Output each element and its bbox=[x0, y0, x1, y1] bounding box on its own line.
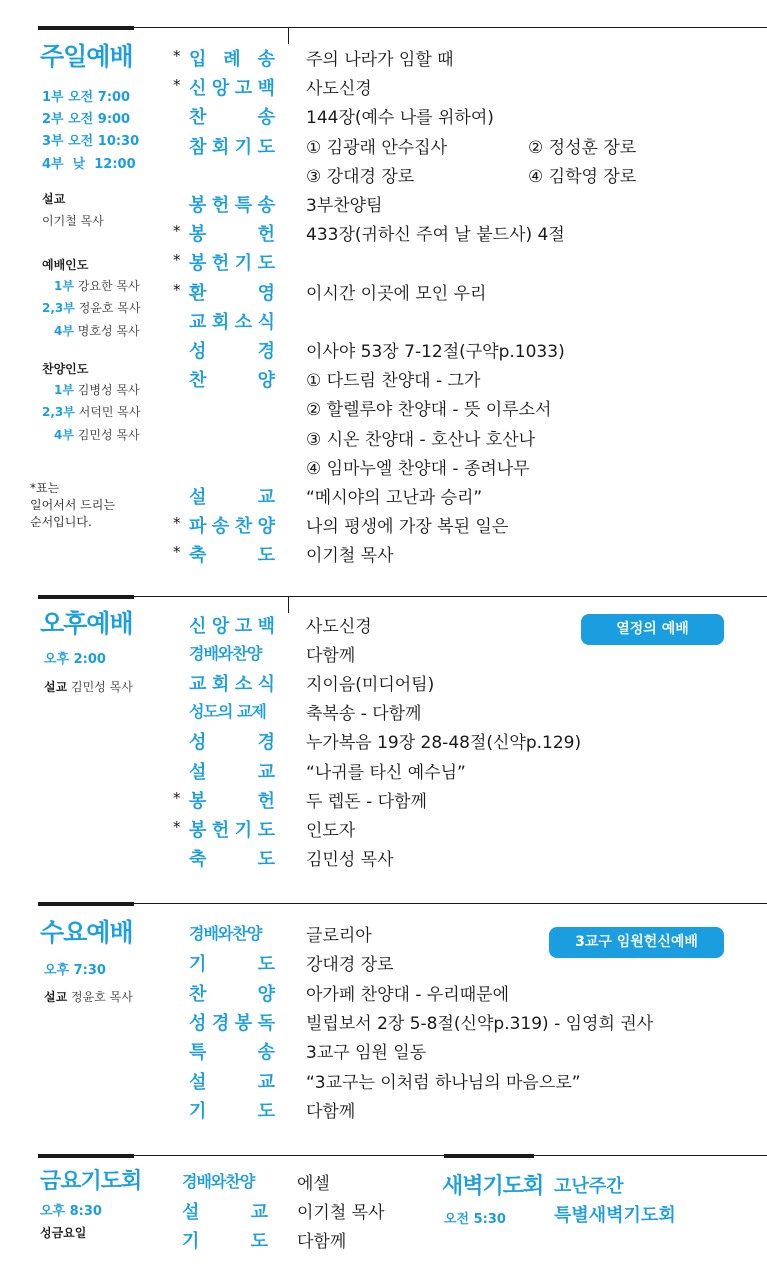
service-row bbox=[170, 483, 760, 512]
service-row bbox=[170, 787, 760, 816]
service-time: 오후 7:30 bbox=[44, 963, 106, 978]
section-title: 수요예배 bbox=[40, 918, 133, 947]
row-value: 3부찬양팀 bbox=[306, 196, 383, 216]
section-rule-thin bbox=[134, 596, 767, 597]
row-label: 축 도 bbox=[189, 545, 275, 567]
row-label: 봉 헌 기 도 bbox=[189, 253, 275, 275]
standing-note: *표는 일어서서 드리는 순서입니다. bbox=[30, 481, 115, 529]
row-value: 이기철 목사 bbox=[297, 1203, 385, 1223]
standing-marker: * bbox=[173, 817, 181, 836]
row-value: 에셀 bbox=[297, 1174, 330, 1194]
row-label: 기 도 bbox=[189, 1100, 275, 1122]
row-value: ③ 강대경 장로 bbox=[306, 166, 415, 187]
row-label: 봉 헌 bbox=[189, 790, 275, 812]
row-value: ① 김광래 안수집사 bbox=[306, 137, 448, 158]
praise-leader: 2,3부 서덕민 목사 bbox=[42, 405, 141, 419]
service-row bbox=[170, 133, 760, 162]
row-value: 3교구 임원 일동 bbox=[306, 1043, 427, 1064]
row-label: 기 도 bbox=[182, 1231, 268, 1252]
row-value-second: ② 정성훈 장로 bbox=[528, 137, 637, 158]
row-label: 설 교 bbox=[182, 1202, 268, 1223]
praise-leader-label: 찬양인도 bbox=[42, 362, 89, 376]
row-value: 433장(귀하신 주여 날 붙드사) 4절 bbox=[306, 225, 565, 246]
praise-leader: 4부 김민성 목사 bbox=[54, 428, 140, 442]
row-value: 나의 평생에 가장 복된 일은 bbox=[306, 517, 509, 538]
section-rule-thin bbox=[134, 27, 767, 28]
section-rule-thin bbox=[134, 903, 767, 904]
service-row bbox=[170, 670, 760, 699]
row-value: 이기철 목사 bbox=[306, 546, 394, 567]
service-row bbox=[170, 454, 760, 483]
row-value: ② 할렐루야 찬양대 - 뜻 이루소서 bbox=[306, 400, 552, 421]
service-row bbox=[170, 641, 760, 670]
row-label: 성 경 bbox=[189, 732, 275, 754]
service-time: 오후 8:30 bbox=[40, 1204, 102, 1219]
section-rule-thick bbox=[38, 26, 134, 30]
row-value: “3교구는 이처럼 하나님의 마음으로” bbox=[306, 1072, 581, 1093]
service-row bbox=[170, 950, 760, 979]
row-value: 이사야 53장 7-12절(구약p.1033) bbox=[306, 342, 565, 362]
dawn-time: 오전 5:30 bbox=[444, 1212, 506, 1227]
row-label: 경배와찬양 bbox=[189, 644, 262, 664]
service-row bbox=[170, 1068, 760, 1097]
row-value: 사도신경 bbox=[306, 79, 372, 100]
section-rule-thick bbox=[38, 902, 134, 906]
row-label: 참 회 기 도 bbox=[189, 136, 275, 158]
row-label: 설 교 bbox=[189, 761, 275, 783]
service-row bbox=[170, 512, 760, 541]
service-row bbox=[170, 366, 760, 395]
row-value: 김민성 목사 bbox=[306, 849, 394, 870]
service-row bbox=[170, 279, 760, 308]
standing-marker: * bbox=[173, 280, 181, 299]
sermon-label: 설교 bbox=[42, 192, 66, 206]
worship-leader: 1부 강요한 목사 bbox=[54, 279, 140, 293]
service-row bbox=[170, 425, 760, 454]
service-row bbox=[170, 1009, 760, 1038]
standing-marker: * bbox=[173, 222, 181, 241]
row-label: 성도의 교제 bbox=[189, 702, 266, 722]
row-value: 빌립보서 2장 5-8절(신약p.319) - 임영희 권사 bbox=[306, 1013, 654, 1034]
row-label: 경배와찬양 bbox=[189, 924, 262, 943]
row-value: “나귀를 타신 예수님” bbox=[306, 762, 466, 783]
service-row bbox=[170, 1038, 760, 1067]
service-time: 3부 오전 10:30 bbox=[42, 134, 140, 149]
service-row bbox=[170, 845, 760, 874]
row-label: 성 경 bbox=[189, 341, 275, 362]
row-label: 봉 헌 bbox=[189, 224, 275, 246]
row-label: 성 경 봉 독 bbox=[189, 1012, 275, 1034]
row-value: 강대경 장로 bbox=[306, 955, 394, 976]
row-value: 축복송 - 다함께 bbox=[306, 704, 422, 725]
row-label: 경배와찬양 bbox=[182, 1172, 255, 1191]
service-row bbox=[170, 921, 760, 950]
section-title: 오후예배 bbox=[40, 609, 133, 638]
service-row bbox=[170, 45, 760, 74]
service-note: 성금요일 bbox=[40, 1226, 87, 1240]
standing-marker: * bbox=[173, 788, 181, 807]
service-row bbox=[170, 249, 760, 278]
row-label: 찬 양 bbox=[189, 370, 275, 392]
row-value: 다함께 bbox=[306, 646, 356, 667]
service-row bbox=[170, 74, 760, 103]
row-value: 인도자 bbox=[306, 820, 356, 841]
row-value: 이시간 이곳에 모인 우리 bbox=[306, 283, 487, 304]
service-row bbox=[170, 162, 760, 191]
section-rule-thick bbox=[38, 595, 134, 599]
row-value: 다함께 bbox=[297, 1232, 347, 1252]
row-value: 두 렙돈 - 다함께 bbox=[306, 791, 427, 812]
dawn-title: 새벽기도회 bbox=[442, 1174, 544, 1199]
row-label: 축 도 bbox=[189, 848, 275, 870]
row-label: 신 앙 고 백 bbox=[189, 78, 275, 100]
standing-marker: * bbox=[173, 543, 181, 562]
dawn-line2: 특별새벽기도회 bbox=[554, 1205, 676, 1226]
row-label: 특 송 bbox=[189, 1042, 275, 1064]
row-value: 아가페 찬양대 - 우리때문에 bbox=[306, 984, 509, 1005]
row-label: 환 영 bbox=[189, 282, 275, 304]
row-value: ③ 시온 찬양대 - 호산나 호산나 bbox=[306, 429, 536, 450]
service-time: 4부 낮 12:00 bbox=[42, 157, 136, 172]
service-time: 오후 2:00 bbox=[44, 652, 106, 667]
sermon-info: 설교 정윤호 목사 bbox=[44, 990, 133, 1004]
section-title: 주일예배 bbox=[40, 42, 133, 71]
service-row bbox=[170, 541, 760, 570]
row-value: 144장(예수 나를 위하여) bbox=[306, 108, 494, 129]
section-rule-thick bbox=[38, 1154, 134, 1158]
row-label: 찬 송 bbox=[189, 107, 275, 129]
row-value: ① 다드림 찬양대 - 그가 bbox=[306, 371, 481, 392]
sermon-pastor: 이기철 목사 bbox=[42, 214, 104, 228]
row-label: 교 회 소 식 bbox=[189, 311, 275, 333]
service-row bbox=[170, 395, 760, 424]
worship-leader: 4부 명호성 목사 bbox=[54, 324, 140, 338]
row-label: 교 회 소 식 bbox=[189, 674, 275, 696]
row-value: 주의 나라가 임할 때 bbox=[306, 50, 454, 70]
service-row bbox=[170, 1097, 760, 1126]
row-label: 봉 헌 특 송 bbox=[189, 195, 275, 216]
row-label: 신 앙 고 백 bbox=[189, 616, 275, 637]
standing-marker: * bbox=[173, 514, 181, 533]
row-value: ④ 임마누엘 찬양대 - 종려나무 bbox=[306, 458, 530, 479]
service-row bbox=[170, 758, 760, 787]
row-value-second: ④ 김학영 장로 bbox=[528, 166, 637, 187]
row-label: 봉 헌 기 도 bbox=[189, 819, 275, 841]
row-label: 입 례 송 bbox=[189, 49, 275, 70]
standing-marker: * bbox=[173, 47, 181, 65]
service-row bbox=[170, 699, 760, 728]
row-value: 누가복음 19장 28-48절(신약p.129) bbox=[306, 733, 582, 754]
service-row bbox=[170, 103, 760, 132]
theme-badge: 3교구 임원헌신예배 bbox=[549, 927, 724, 958]
dawn-line1: 고난주간 bbox=[554, 1176, 624, 1197]
sermon-info: 설교 김민성 목사 bbox=[44, 680, 133, 694]
worship-leader-label: 예배인도 bbox=[42, 258, 89, 272]
section-tick bbox=[288, 597, 289, 613]
section-rule-thick bbox=[444, 1154, 534, 1158]
worship-leader: 2,3부 정윤호 목사 bbox=[42, 301, 141, 315]
standing-marker: * bbox=[173, 251, 181, 270]
service-row bbox=[170, 728, 760, 757]
service-row bbox=[170, 816, 760, 845]
row-label: 설 교 bbox=[189, 1071, 275, 1093]
service-row bbox=[170, 220, 760, 249]
row-label: 파 송 찬 양 bbox=[189, 516, 275, 538]
standing-marker: * bbox=[173, 76, 181, 95]
service-row bbox=[170, 337, 760, 366]
service-time: 2부 오전 9:00 bbox=[42, 112, 131, 127]
service-row bbox=[170, 612, 760, 641]
row-label: 찬 양 bbox=[189, 983, 275, 1005]
section-tick bbox=[288, 28, 289, 44]
row-value: 다함께 bbox=[306, 1101, 356, 1122]
theme-badge: 열정의 예배 bbox=[581, 614, 724, 645]
service-time: 1부 오전 7:00 bbox=[42, 90, 131, 105]
row-value: 사도신경 bbox=[306, 617, 372, 637]
service-row bbox=[170, 308, 760, 337]
service-row bbox=[163, 1227, 753, 1256]
praise-leader: 1부 김병성 목사 bbox=[54, 383, 140, 397]
row-value: “메시야의 고난과 승리” bbox=[306, 488, 483, 508]
service-row bbox=[170, 191, 760, 220]
row-value: 글로리아 bbox=[306, 926, 372, 946]
row-value: 지이음(미디어팀) bbox=[306, 675, 435, 696]
row-label: 기 도 bbox=[189, 954, 275, 976]
row-label: 설 교 bbox=[189, 487, 275, 508]
service-row bbox=[170, 980, 760, 1009]
section-title: 금요기도회 bbox=[40, 1169, 142, 1194]
